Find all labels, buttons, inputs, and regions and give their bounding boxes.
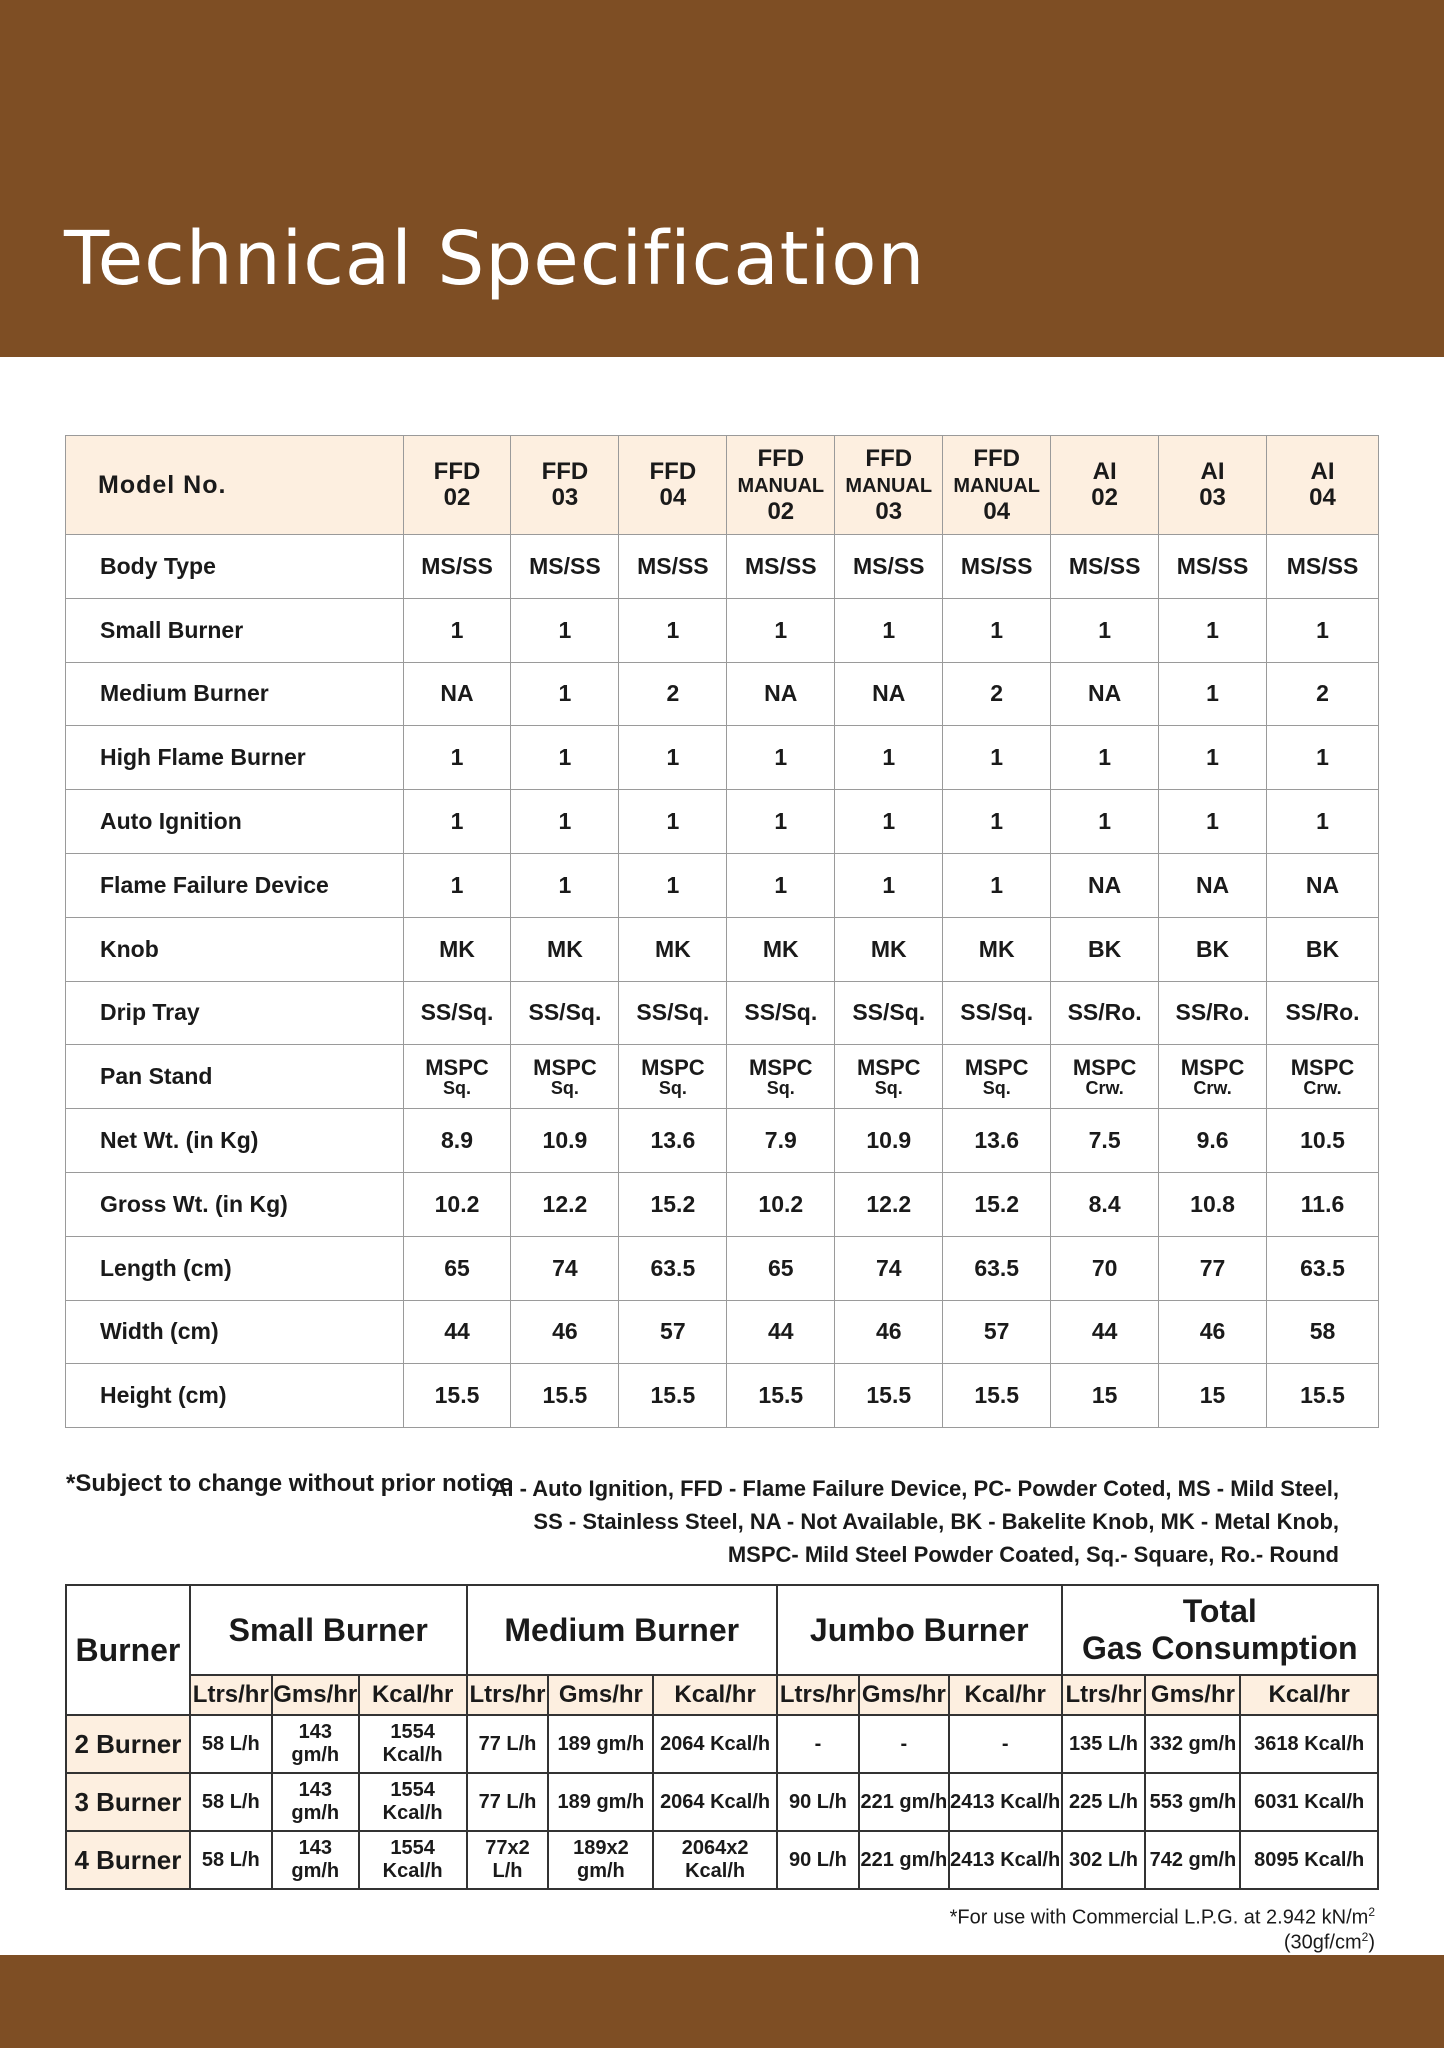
table-cell: 13.6	[619, 1109, 727, 1173]
lpg-footnote-sup: 2	[1368, 1905, 1375, 1919]
table-cell	[619, 1045, 727, 1109]
model-header-line: FFD	[973, 444, 1021, 472]
pan-stand-main: MSPC	[964, 1054, 1029, 1080]
table-cell: 2064x2 Kcal/h	[653, 1831, 777, 1889]
table-cell: 8.4	[1051, 1172, 1159, 1236]
jumbo-burner-header: Jumbo Burner	[777, 1585, 1062, 1675]
row-label: Drip Tray	[66, 981, 404, 1045]
unit-header: Gms/hr	[272, 1675, 359, 1715]
table-cell: 1	[511, 790, 619, 854]
spec-table	[65, 435, 1379, 1428]
table-cell: 65	[403, 1236, 511, 1300]
table-cell: MS/SS	[403, 535, 511, 599]
table-cell: 1	[835, 790, 943, 854]
table-cell: 1	[727, 790, 835, 854]
model-header-line: FFD	[433, 458, 481, 485]
model-header-line: MANUAL	[845, 474, 933, 497]
table-cell: 1	[727, 726, 835, 790]
model-header	[1159, 436, 1267, 535]
table-cell: SS/Sq.	[511, 981, 619, 1045]
table-cell: 46	[1159, 1300, 1267, 1364]
model-header	[1051, 436, 1159, 535]
table-cell: 11.6	[1267, 1172, 1379, 1236]
gas-body	[66, 1715, 1378, 1889]
medium-burner-header: Medium Burner	[467, 1585, 777, 1675]
model-header-line: 03	[1199, 484, 1226, 511]
table-cell: 15.5	[403, 1364, 511, 1428]
table-cell: 58	[1267, 1300, 1379, 1364]
table-cell: NA	[1051, 662, 1159, 726]
row-label: Width (cm)	[66, 1300, 404, 1364]
unit-header: Kcal/hr	[653, 1675, 777, 1715]
table-cell: 1	[1267, 726, 1379, 790]
table-cell: 10.8	[1159, 1172, 1267, 1236]
row-label: Height (cm)	[66, 1364, 404, 1428]
table-cell: 15.5	[619, 1364, 727, 1428]
table-cell: 10.5	[1267, 1109, 1379, 1173]
table-cell: 63.5	[1267, 1236, 1379, 1300]
table-cell: 2413 Kcal/h	[949, 1773, 1062, 1831]
header-band	[0, 0, 1444, 357]
table-cell: 221 gm/h	[859, 1773, 949, 1831]
table-cell: NA	[835, 662, 943, 726]
table-cell: 1	[619, 853, 727, 917]
table-cell: 58 L/h	[190, 1773, 272, 1831]
model-header-line: FFD	[757, 444, 805, 472]
row-label: Small Burner	[66, 598, 404, 662]
table-row	[66, 917, 1379, 981]
table-cell: -	[949, 1715, 1062, 1773]
abbreviation-line: AI - Auto Ignition, FFD - Flame Failure Device, PC- Powder Coted, MS - Mild Steel,	[491, 1476, 1339, 1501]
table-cell: 3618 Kcal/h	[1240, 1715, 1378, 1773]
table-cell: BK	[1267, 917, 1379, 981]
table-cell: 57	[943, 1300, 1051, 1364]
model-header-line: AI	[1310, 458, 1335, 485]
pan-stand-main: MSPC	[749, 1054, 813, 1080]
table-cell: 1	[511, 662, 619, 726]
table-cell	[403, 1045, 511, 1109]
table-cell: 225 L/h	[1062, 1773, 1146, 1831]
table-cell: 1	[403, 726, 511, 790]
table-cell: SS/Ro.	[1159, 981, 1267, 1045]
lpg-footnote-middle: (30gf/cm	[1283, 1931, 1362, 1954]
model-header-line: 04	[1309, 484, 1336, 511]
table-row	[66, 1172, 1379, 1236]
table-cell: 46	[511, 1300, 619, 1364]
table-cell: 70	[1051, 1236, 1159, 1300]
table-cell: SS/Sq.	[835, 981, 943, 1045]
table-cell: 63.5	[619, 1236, 727, 1300]
page-title: Technical Specification	[64, 216, 926, 302]
table-cell: 135 L/h	[1062, 1715, 1146, 1773]
model-header	[943, 436, 1051, 535]
table-cell: 1	[835, 853, 943, 917]
table-cell: 58 L/h	[190, 1715, 272, 1773]
table-cell: 189x2 gm/h	[548, 1831, 653, 1889]
model-header-line: MANUAL	[737, 474, 825, 497]
table-cell: 2064 Kcal/h	[653, 1773, 777, 1831]
small-burner-header: Small Burner	[190, 1585, 467, 1675]
table-cell: 2064 Kcal/h	[653, 1715, 777, 1773]
table-cell: 2	[619, 662, 727, 726]
unit-header: Kcal/hr	[1240, 1675, 1378, 1715]
row-label: Gross Wt. (in Kg)	[66, 1172, 404, 1236]
table-cell: 63.5	[943, 1236, 1051, 1300]
model-header	[835, 436, 943, 535]
table-cell: 1	[835, 598, 943, 662]
table-row	[66, 1045, 1379, 1109]
table-cell: SS/Sq.	[727, 981, 835, 1045]
table-cell: 7.9	[727, 1109, 835, 1173]
pan-stand-main: MSPC	[641, 1054, 705, 1080]
model-header-line: 02	[1091, 484, 1118, 511]
row-label: Knob	[66, 917, 404, 981]
unit-header: Ltrs/hr	[1062, 1675, 1146, 1715]
table-cell: 1	[943, 598, 1051, 662]
table-cell: NA	[403, 662, 511, 726]
table-cell: 90 L/h	[777, 1831, 859, 1889]
table-cell: 15.2	[619, 1172, 727, 1236]
table-cell: 1	[943, 790, 1051, 854]
burner-row-label: 4 Burner	[66, 1831, 190, 1889]
table-cell: 1	[1267, 790, 1379, 854]
pan-stand-sub: Sq.	[982, 1077, 1011, 1098]
table-cell: 1	[1051, 790, 1159, 854]
table-cell: 1	[1159, 790, 1267, 854]
row-label: Medium Burner	[66, 662, 404, 726]
table-cell: 1	[1159, 662, 1267, 726]
table-cell: 10.2	[727, 1172, 835, 1236]
table-cell: SS/Ro.	[1051, 981, 1159, 1045]
model-header-line: FFD	[865, 444, 913, 472]
table-cell: 15.5	[511, 1364, 619, 1428]
model-no-header: Model No.	[66, 436, 404, 535]
model-header-line: AI	[1092, 458, 1117, 485]
abbreviation-legend	[470, 1472, 1339, 1571]
row-label: Body Type	[66, 535, 404, 599]
table-cell: 8.9	[403, 1109, 511, 1173]
table-cell: 15.5	[835, 1364, 943, 1428]
table-cell: 1	[1159, 726, 1267, 790]
lpg-footnote-sup: 2	[1361, 1929, 1369, 1944]
table-cell: 77x2 L/h	[467, 1831, 549, 1889]
burner-header: Burner	[66, 1585, 190, 1715]
model-header	[727, 436, 835, 535]
table-cell: 1	[511, 853, 619, 917]
model-header-line: FFD	[541, 458, 589, 485]
pan-stand-sub: Crw.	[1303, 1077, 1342, 1098]
total-gas-header-line2: Gas Consumption	[1081, 1630, 1358, 1666]
table-row	[66, 1773, 1378, 1831]
table-cell: 1	[619, 726, 727, 790]
table-cell	[943, 1045, 1051, 1109]
pan-stand-sub: Sq.	[443, 1077, 472, 1098]
unit-header: Gms/hr	[1145, 1675, 1240, 1715]
unit-header: Gms/hr	[548, 1675, 653, 1715]
table-cell: 1	[1051, 598, 1159, 662]
table-row	[66, 1109, 1379, 1173]
table-cell: NA	[1051, 853, 1159, 917]
table-cell: 1	[835, 726, 943, 790]
row-label: Net Wt. (in Kg)	[66, 1109, 404, 1173]
table-cell: MS/SS	[835, 535, 943, 599]
table-cell: MK	[727, 917, 835, 981]
table-cell: 1	[511, 598, 619, 662]
model-header-line: 02	[443, 484, 471, 511]
table-cell: 77 L/h	[467, 1715, 549, 1773]
pan-stand-sub: Sq.	[766, 1077, 795, 1098]
footer-band	[0, 1955, 1444, 2048]
table-cell: 143 gm/h	[272, 1831, 359, 1889]
table-cell: -	[777, 1715, 859, 1773]
table-cell: 2	[1267, 662, 1379, 726]
table-cell	[835, 1045, 943, 1109]
model-header-line: MANUAL	[953, 474, 1041, 497]
table-cell: 742 gm/h	[1145, 1831, 1240, 1889]
model-header-line: 04	[659, 484, 687, 511]
table-row	[66, 1715, 1378, 1773]
unit-header: Ltrs/hr	[467, 1675, 549, 1715]
table-cell: 189 gm/h	[548, 1715, 653, 1773]
table-cell: 12.2	[835, 1172, 943, 1236]
table-row	[66, 1236, 1379, 1300]
table-cell: 1	[619, 790, 727, 854]
table-cell	[1051, 1045, 1159, 1109]
lpg-footnote-text: *For use with Commercial L.P.G. at 2.942 kN/m	[949, 1906, 1369, 1929]
table-cell: 1	[727, 598, 835, 662]
table-row	[66, 1831, 1378, 1889]
table-cell: 6031 Kcal/h	[1240, 1773, 1378, 1831]
table-cell: 44	[1051, 1300, 1159, 1364]
table-cell: MK	[511, 917, 619, 981]
table-cell: 189 gm/h	[548, 1773, 653, 1831]
table-cell: 1	[619, 598, 727, 662]
gas-group-row	[66, 1585, 1378, 1675]
table-cell: 77	[1159, 1236, 1267, 1300]
unit-header: Ltrs/hr	[777, 1675, 859, 1715]
table-cell	[1267, 1045, 1379, 1109]
table-cell: MS/SS	[1159, 535, 1267, 599]
model-header-line: 02	[767, 497, 795, 525]
table-cell: 143 gm/h	[272, 1715, 359, 1773]
table-cell: 1	[943, 853, 1051, 917]
unit-header: Ltrs/hr	[190, 1675, 272, 1715]
table-row	[66, 535, 1379, 599]
table-cell: 8095 Kcal/h	[1240, 1831, 1378, 1889]
lpg-footnote	[860, 1905, 1375, 1954]
spec-header-row	[66, 436, 1379, 535]
row-label: Flame Failure Device	[66, 853, 404, 917]
table-cell: MK	[943, 917, 1051, 981]
table-cell: 74	[511, 1236, 619, 1300]
table-cell: SS/Sq.	[943, 981, 1051, 1045]
table-cell: 90 L/h	[777, 1773, 859, 1831]
table-cell: 9.6	[1159, 1109, 1267, 1173]
table-cell: 13.6	[943, 1109, 1051, 1173]
pan-stand-main: MSPC	[1072, 1054, 1137, 1080]
pan-stand-sub: Crw.	[1193, 1077, 1232, 1098]
table-cell: 15.5	[1267, 1364, 1379, 1428]
burner-row-label: 3 Burner	[66, 1773, 190, 1831]
unit-header: Kcal/hr	[359, 1675, 467, 1715]
table-row	[66, 726, 1379, 790]
burner-row-label: 2 Burner	[66, 1715, 190, 1773]
table-cell: 77 L/h	[467, 1773, 549, 1831]
pan-stand-main: MSPC	[425, 1054, 489, 1080]
table-cell: MS/SS	[511, 535, 619, 599]
table-cell: MK	[619, 917, 727, 981]
table-cell: MS/SS	[1051, 535, 1159, 599]
gas-units-row	[66, 1675, 1378, 1715]
model-header	[619, 436, 727, 535]
table-cell: 15	[1159, 1364, 1267, 1428]
table-cell: 1554 Kcal/h	[359, 1831, 467, 1889]
table-cell: 221 gm/h	[859, 1831, 949, 1889]
table-cell: BK	[1051, 917, 1159, 981]
table-row	[66, 981, 1379, 1045]
table-cell: MS/SS	[619, 535, 727, 599]
table-cell: 302 L/h	[1062, 1831, 1146, 1889]
table-cell: 65	[727, 1236, 835, 1300]
abbreviation-line: MSPC- Mild Steel Powder Coated, Sq.- Square, Ro.- Round	[727, 1542, 1339, 1567]
table-cell: 2413 Kcal/h	[949, 1831, 1062, 1889]
pan-stand-main: MSPC	[533, 1054, 597, 1080]
model-header	[511, 436, 619, 535]
table-cell: 44	[727, 1300, 835, 1364]
table-cell: NA	[1267, 853, 1379, 917]
abbreviation-line: SS - Stainless Steel, NA - Not Available, BK - Bakelite Knob, MK - Metal Knob,	[533, 1509, 1339, 1534]
row-label: Length (cm)	[66, 1236, 404, 1300]
table-cell: 1	[403, 853, 511, 917]
table-cell: 553 gm/h	[1145, 1773, 1240, 1831]
table-cell: 10.9	[511, 1109, 619, 1173]
table-cell: SS/Sq.	[619, 981, 727, 1045]
table-cell: 10.2	[403, 1172, 511, 1236]
table-row	[66, 598, 1379, 662]
model-header-line: 04	[983, 497, 1011, 525]
pan-stand-sub: Sq.	[550, 1077, 579, 1098]
table-cell	[1159, 1045, 1267, 1109]
table-cell: MS/SS	[1267, 535, 1379, 599]
pan-stand-main: MSPC	[1180, 1054, 1245, 1080]
unit-header: Gms/hr	[859, 1675, 949, 1715]
table-cell: MS/SS	[943, 535, 1051, 599]
pan-stand-main: MSPC	[856, 1054, 921, 1080]
table-cell: 1	[1267, 598, 1379, 662]
table-cell: 1	[403, 790, 511, 854]
table-cell: 15	[1051, 1364, 1159, 1428]
table-cell: 46	[835, 1300, 943, 1364]
unit-header: Kcal/hr	[949, 1675, 1062, 1715]
table-cell: 143 gm/h	[272, 1773, 359, 1831]
table-cell: 44	[403, 1300, 511, 1364]
model-header-line: FFD	[649, 458, 697, 485]
table-cell: 7.5	[1051, 1109, 1159, 1173]
table-row	[66, 1300, 1379, 1364]
table-cell: 57	[619, 1300, 727, 1364]
row-label: Auto Ignition	[66, 790, 404, 854]
table-cell: 1	[727, 853, 835, 917]
table-cell: 1	[943, 726, 1051, 790]
table-cell: 12.2	[511, 1172, 619, 1236]
table-cell: 15.5	[943, 1364, 1051, 1428]
pan-stand-sub: Crw.	[1085, 1077, 1124, 1098]
table-cell: MS/SS	[727, 535, 835, 599]
spec-body	[66, 535, 1379, 1428]
model-header	[1267, 436, 1379, 535]
table-row	[66, 853, 1379, 917]
table-cell: SS/Ro.	[1267, 981, 1379, 1045]
table-cell: 1	[511, 726, 619, 790]
pan-stand-main: MSPC	[1290, 1054, 1355, 1080]
total-gas-header-line1: Total	[1182, 1593, 1257, 1629]
table-cell: NA	[727, 662, 835, 726]
table-cell: MK	[835, 917, 943, 981]
table-row	[66, 790, 1379, 854]
table-cell: 2	[943, 662, 1051, 726]
model-header-line: 03	[551, 484, 579, 511]
table-cell: 332 gm/h	[1145, 1715, 1240, 1773]
pan-stand-sub: Sq.	[658, 1077, 687, 1098]
table-cell: 58 L/h	[190, 1831, 272, 1889]
table-cell: 15.5	[727, 1364, 835, 1428]
gas-consumption-table	[65, 1584, 1379, 1890]
table-row	[66, 1364, 1379, 1428]
row-label: Pan Stand	[66, 1045, 404, 1109]
table-cell	[511, 1045, 619, 1109]
table-cell	[727, 1045, 835, 1109]
model-header-line: AI	[1200, 458, 1225, 485]
table-cell: 15.2	[943, 1172, 1051, 1236]
table-cell: 1554 Kcal/h	[359, 1773, 467, 1831]
table-cell: 1	[1159, 598, 1267, 662]
table-cell: SS/Sq.	[403, 981, 511, 1045]
table-cell: BK	[1159, 917, 1267, 981]
table-cell: 1554 Kcal/h	[359, 1715, 467, 1773]
table-cell: -	[859, 1715, 949, 1773]
change-notice: *Subject to change without prior notice	[66, 1470, 513, 1497]
table-cell: 74	[835, 1236, 943, 1300]
table-cell: NA	[1159, 853, 1267, 917]
table-cell: 10.9	[835, 1109, 943, 1173]
row-label: High Flame Burner	[66, 726, 404, 790]
lpg-footnote-end: )	[1368, 1931, 1375, 1954]
table-cell: 1	[1051, 726, 1159, 790]
table-cell: MK	[403, 917, 511, 981]
table-cell: 1	[403, 598, 511, 662]
model-header-line: 03	[875, 497, 903, 525]
total-gas-header	[1062, 1585, 1378, 1675]
pan-stand-sub: Sq.	[874, 1077, 903, 1098]
model-header	[403, 436, 511, 535]
table-row	[66, 662, 1379, 726]
